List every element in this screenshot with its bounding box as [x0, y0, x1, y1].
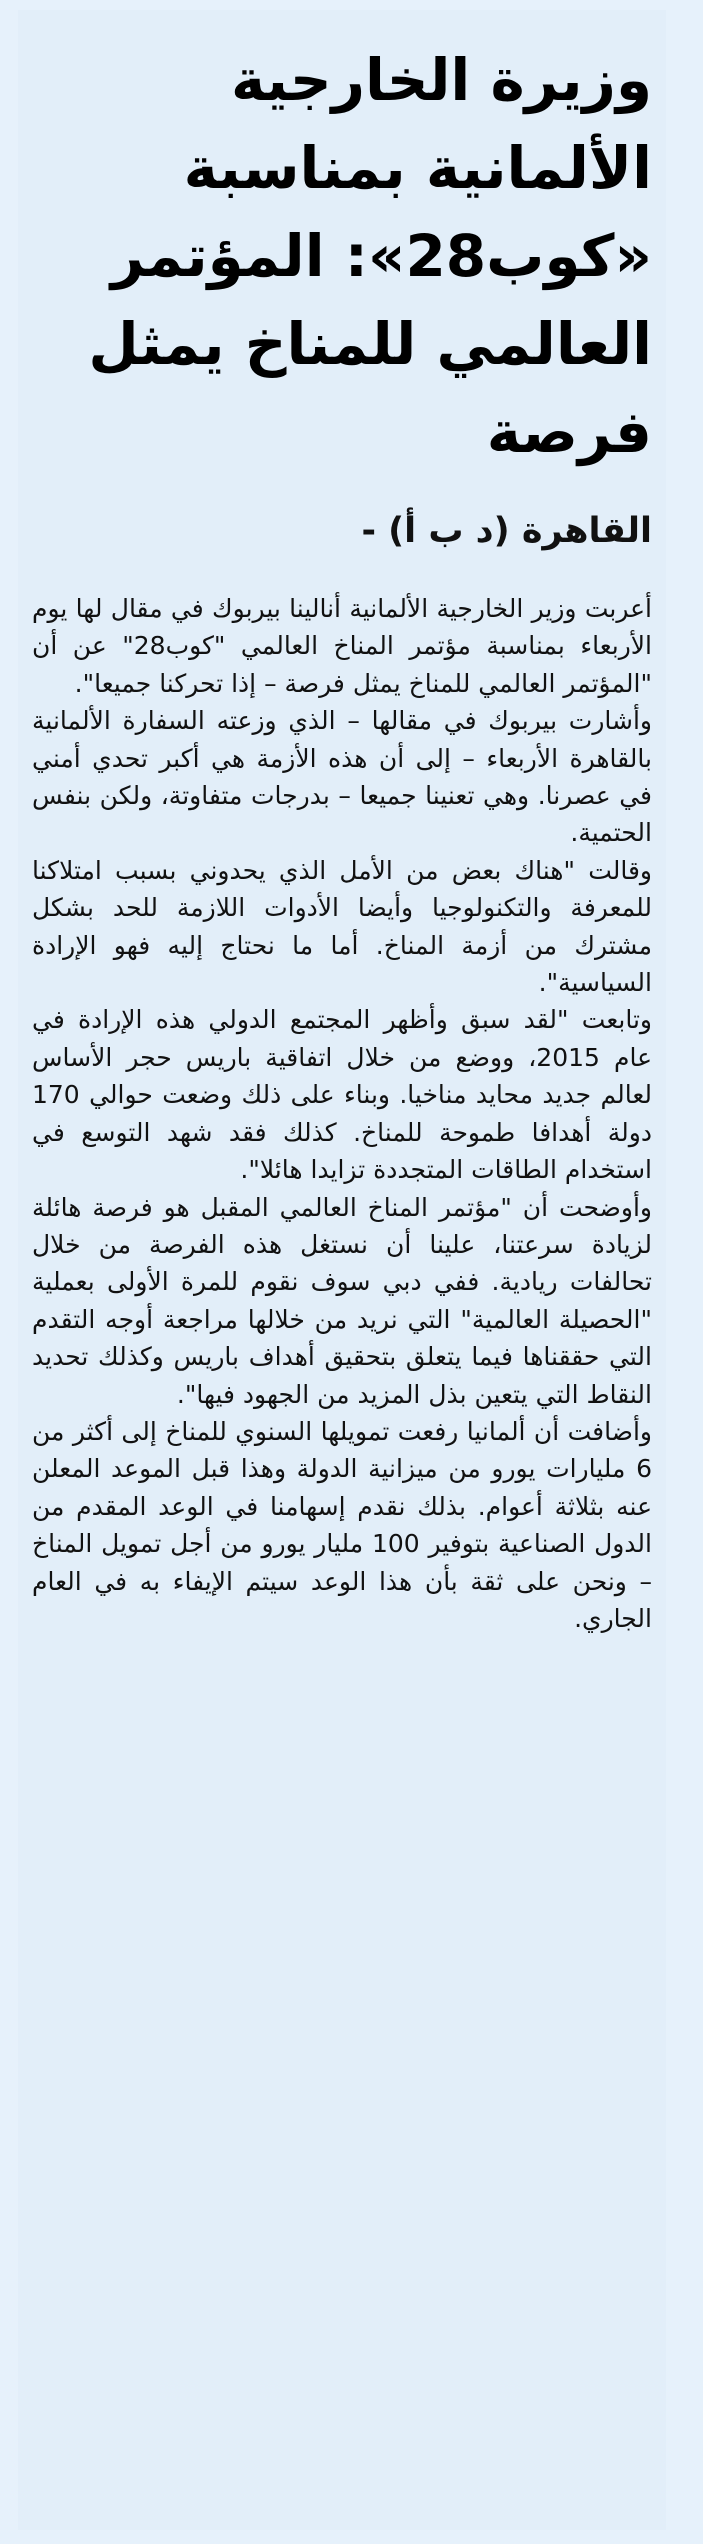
- article-byline: القاهرة (د ب أ) -: [361, 511, 652, 551]
- article-paragraph: وأوضحت أن "مؤتمر المناخ العالمي المقبل هو فرصة هائلة لزيادة سرعتنا، علينا أن نستغل هذه الفرصة من خلال تحالفات ريادية. ففي دبي سوف نقوم للمرة الأولى بعملية "الحصيلة العالمية" التي نريد من خلالها مراجعة أوجه التقدم التي حققناها فيما يتعلق بتحقيق أهداف باريس وكذلك تحديد النقاط التي يتعين بذل المزيد من الجهود فيها".: [32, 1192, 652, 1409]
- article-body: [32, 590, 652, 1637]
- article-paragraph: أعربت وزير الخارجية الألمانية أنالينا بيربوك في مقال لها يوم الأربعاء بمناسبة مؤتمر المناخ العالمي "كوب28" عن أن "المؤتمر العالمي للمناخ يمثل فرصة – إذا تحركنا جميعا".: [32, 594, 652, 698]
- article-paragraph: وقالت "هناك بعض من الأمل الذي يحدوني بسبب امتلاكنا للمعرفة والتكنولوجيا وأيضا الأدوات اللازمة للحد بشكل مشترك من أزمة المناخ. أما ما نحتاج إليه فهو الإرادة السياسية".: [32, 855, 652, 998]
- article-paragraph: وأشارت بيربوك في مقالها – الذي وزعته السفارة الألمانية بالقاهرة الأربعاء – إلى أن هذه الأزمة هي أكبر تحدي أمني في عصرنا. وهي تعنينا جميعا – بدرجات متفاوتة، ولكن بنفس الحتمية.: [32, 706, 652, 848]
- article-paragraph: وأضافت أن ألمانيا رفعت تمويلها السنوي للمناخ إلى أكثر من 6 مليارات يورو من ميزانية الدولة وهذا قبل الموعد المعلن عنه بثلاثة أعوام. بذلك نقدم إسهامنا في الوعد المقدم من الدول الصناعية بتوفير 100 مليار يورو من أجل تمويل المناخ – ونحن على ثقة بأن هذا الوعد سيتم الإيفاء به في العام الجاري.: [32, 1416, 652, 1633]
- article-paragraph: وتابعت "لقد سبق وأظهر المجتمع الدولي هذه الإرادة في عام 2015، ووضع من خلال اتفاقية باريس حجر الأساس لعالم جديد محايد مناخيا. وبناء على ذلك وضعت حوالي 170 دولة أهدافا طموحة للمناخ. كذلك فقد شهد التوسع في استخدام الطاقات المتجددة تزايدا هائلا".: [32, 1005, 652, 1185]
- article-headline: وزيرة الخارجية الألمانية بمناسبة «كوب28»: المؤتمر العالمي للمناخ يمثل فرصة: [88, 46, 652, 466]
- newspaper-clipping: [18, 10, 666, 2530]
